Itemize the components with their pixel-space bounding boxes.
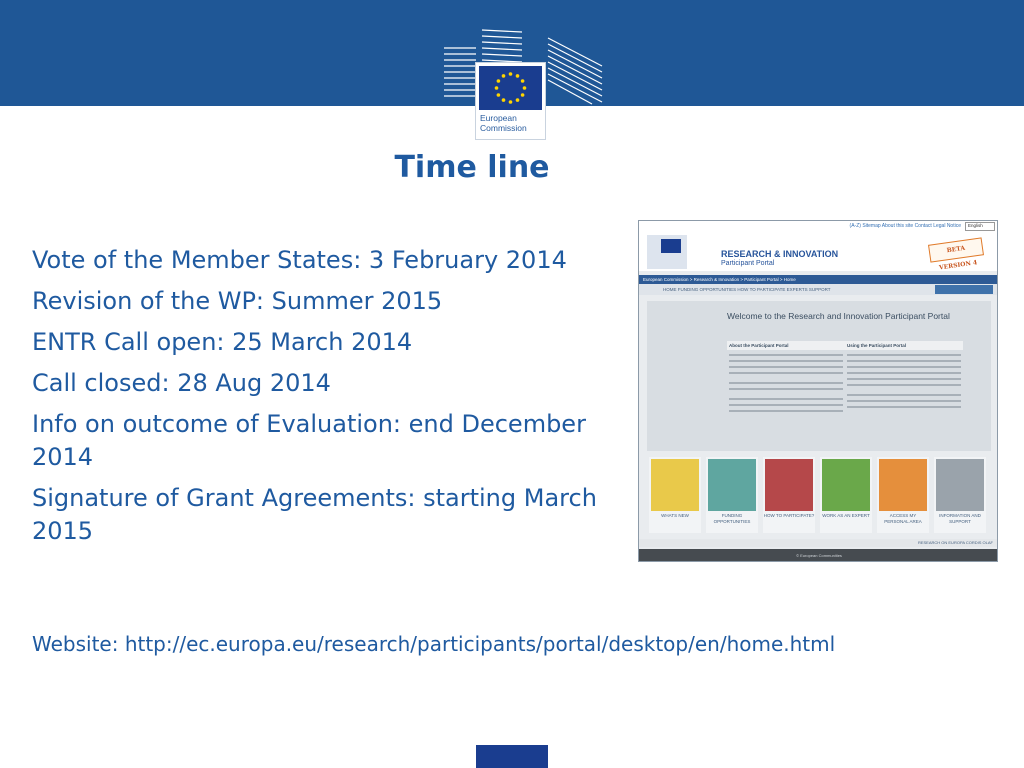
funding-opportunities-icon [708, 459, 756, 511]
beta-version-badge: BETA VERSION 4 [928, 237, 984, 262]
portal-footer-links: RESEARCH ON EUROPA CORDIS OLAF [639, 539, 998, 547]
whats-new-icon [651, 459, 699, 511]
eu-flag-icon [479, 66, 542, 110]
timeline-item: Call closed: 28 Aug 2014 [32, 369, 331, 397]
slide-title: Time line [394, 150, 550, 185]
portal-copyright: © European Communities [639, 549, 998, 562]
portal-tiles [647, 457, 991, 533]
logo-line-2: Commission [480, 123, 527, 133]
timeline-item: Info on outcome of Evaluation: end December 2014 [32, 410, 586, 471]
expert-icon [822, 459, 870, 511]
timeline-list [32, 244, 622, 556]
portal-utility-links: (A-Z) Sitemap About this site Contact Legal Notice [849, 223, 961, 229]
timeline-item: ENTR Call open: 25 March 2014 [32, 328, 413, 356]
portal-tile-label: HOW TO PARTICIPATE? [763, 513, 815, 518]
timeline-item: Vote of the Member States: 3 February 2014 [32, 246, 567, 274]
logo-wordmark [480, 113, 527, 133]
portal-tile [877, 457, 929, 533]
portal-welcome-heading: Welcome to the Research and Innovation Participant Portal [727, 311, 950, 321]
timeline-item: Signature of Grant Agreements: starting March 2015 [32, 484, 597, 545]
portal-tile [934, 457, 986, 533]
portal-tile-label: WORK AS AN EXPERT [822, 513, 870, 518]
portal-subbrand: Participant Portal [721, 260, 775, 267]
timeline-item: Revision of the WP: Summer 2015 [32, 287, 443, 315]
logo-emblem [475, 62, 546, 140]
portal-tile [706, 457, 758, 533]
portal-brand: RESEARCH & INNOVATION [721, 249, 839, 259]
portal-tile [820, 457, 872, 533]
participant-portal-screenshot [638, 220, 998, 562]
portal-using-heading: Using the Participant Portal [845, 341, 963, 350]
portal-nav: HOME FUNDING OPPORTUNITIES HOW TO PARTICIPATE EXPERTS SUPPORT [639, 284, 998, 295]
personal-area-icon [879, 459, 927, 511]
portal-breadcrumb: European Commission > Research & Innovation > Participant Portal > Home [639, 275, 998, 284]
portal-tile-label: INFORMATION AND SUPPORT [939, 513, 981, 524]
portal-about-heading: About the Participant Portal [727, 341, 845, 350]
how-to-participate-icon [765, 459, 813, 511]
portal-tile-label: WHATS NEW [661, 513, 689, 518]
eu-flag-footer-icon [476, 745, 548, 768]
portal-using-column [845, 341, 963, 441]
portal-tile-label: ACCESS MY PERSONAL AREA [884, 513, 922, 524]
portal-tile-label: FUNDING OPPORTUNITIES [713, 513, 751, 524]
logo-line-1: European [480, 113, 517, 123]
portal-about-column [727, 341, 845, 441]
portal-language-select: English [965, 222, 995, 231]
portal-tile [649, 457, 701, 533]
portal-tile [763, 457, 815, 533]
portal-login-buttons [935, 285, 993, 294]
portal-eu-flag-icon [661, 239, 681, 253]
european-commission-logo [442, 28, 608, 142]
website-link[interactable]: Website: http://ec.europa.eu/research/participants/portal/desktop/en/home.html [32, 632, 836, 656]
information-support-icon [936, 459, 984, 511]
